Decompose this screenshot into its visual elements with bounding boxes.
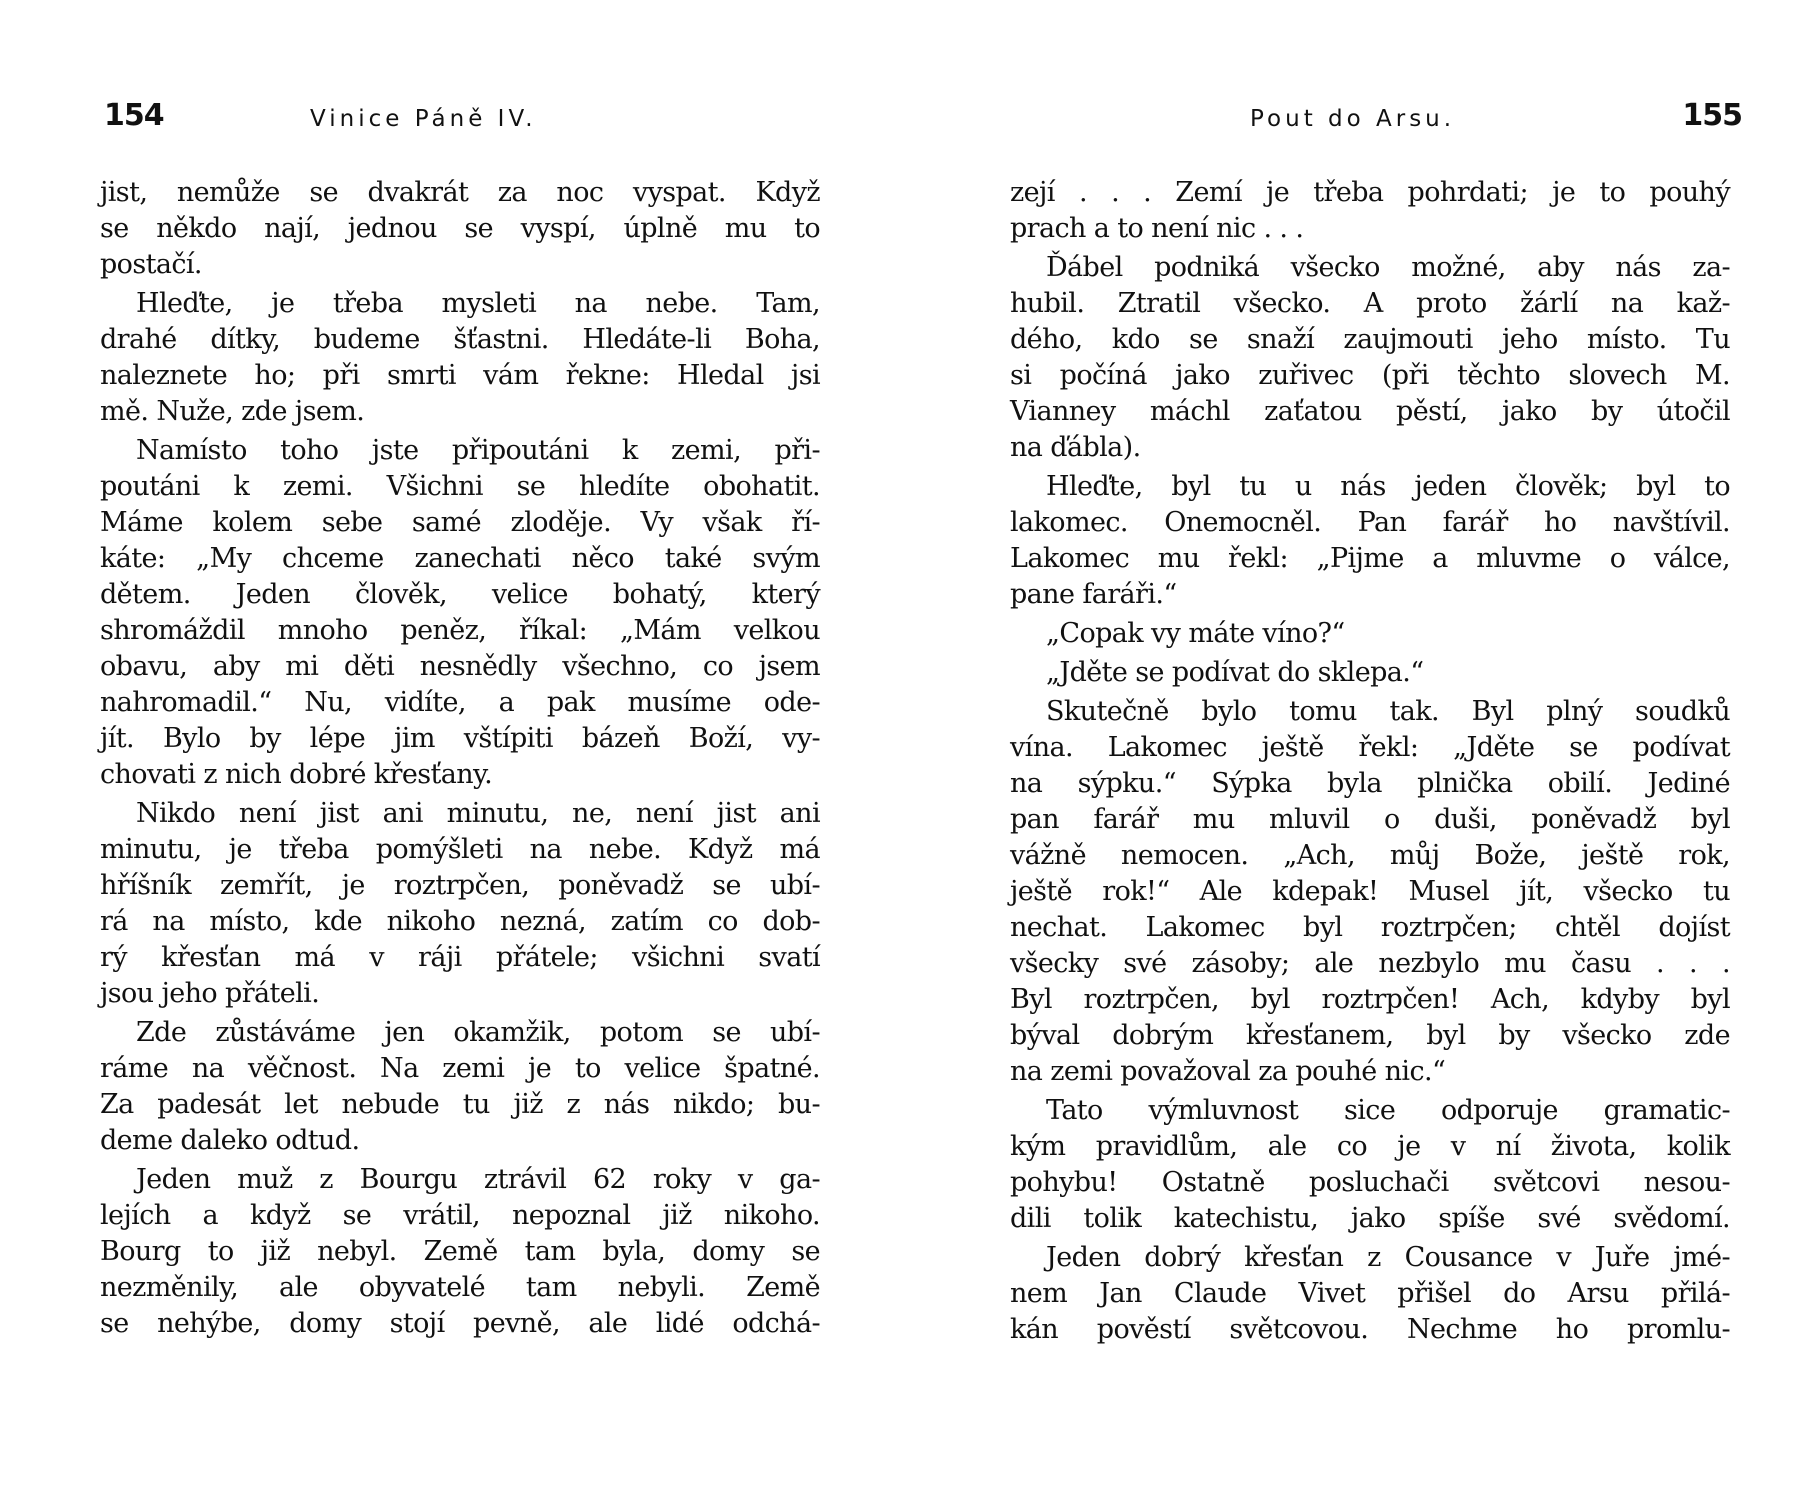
text-line: nem Jan Claude Vivet přišel do Arsu přilá- [1010,1278,1730,1309]
text-line: „Copak vy máte víno?“ [1046,618,1345,649]
right-running-title: Pout do Arsu. [1250,106,1456,132]
text-line: pane faráři.“ [1010,579,1177,610]
text-line: dili tolik katechistu, jako spíše své svědomí. [1010,1203,1730,1234]
text-line: drahé dítky, budeme šťastni. Hledáte-li Boha, [100,324,820,355]
text-line: nezměnily, ale obyvatelé tam nebyli. Země [100,1272,820,1303]
text-line: Hleďte, byl tu u nás jeden člověk; byl to [1046,471,1730,502]
text-line: ráme na věčnost. Na zemi je to velice špatné. [100,1053,820,1084]
text-line: se nehýbe, domy stojí pevně, ale lidé odchá- [100,1308,820,1339]
text-line: Namísto toho jste připoutáni k zemi, při- [136,435,820,466]
text-line: Lakomec mu řekl: „Pijme a mluvme o válce, [1010,543,1730,574]
text-line: vína. Lakomec ještě řekl: „Jděte se podívat [1010,732,1730,763]
text-line: deme daleko odtud. [100,1125,360,1156]
text-line: Jeden muž z Bourgu ztrávil 62 roky v ga- [136,1164,820,1195]
text-line: dětem. Jeden člověk, velice bohatý, který [100,579,820,610]
text-line: rý křesťan má v ráji přátele; všichni svatí [100,942,820,973]
text-line: si počíná jako zuřivec (při těchto slovech M. [1010,360,1730,391]
text-line: hubil. Ztratil všecko. A proto žárlí na kaž- [1010,288,1730,319]
text-line: poutáni k zemi. Všichni se hledíte obohatit. [100,471,820,502]
text-line: nahromadil.“ Nu, vidíte, a pak musíme ode- [100,687,820,718]
text-line: se někdo nají, jednou se vyspí, úplně mu to [100,213,820,244]
left-page-text [100,175,820,1342]
text-line: prach a to není nic . . . [1010,213,1304,244]
left-page-number: 154 [104,98,164,133]
text-line: lejích a když se vrátil, nepoznal již nikoho. [100,1200,820,1231]
left-running-title: Vinice Páně IV. [310,106,537,132]
text-line: jsou jeho přáteli. [100,978,320,1009]
text-line: na ďábla). [1010,432,1141,463]
text-line: Vianney máchl zaťatou pěstí, jako by útočil [1010,396,1730,427]
text-line: Tato výmluvnost sice odporuje gramatic- [1046,1095,1730,1126]
text-line: jist, nemůže se dvakrát za noc vyspat. Když [100,177,820,208]
text-line: pan farář mu mluvil o duši, poněvadž byl [1010,804,1730,835]
left-page [100,0,820,1500]
text-line: všecky své zásoby; ale nezbylo mu času . . . [1010,948,1730,979]
text-line: nechat. Lakomec byl roztrpčen; chtěl dojíst [1010,912,1730,943]
text-line: jít. Bylo by lépe jim vštípiti bázeň Boží, vy- [100,723,820,754]
text-line: lakomec. Onemocněl. Pan farář ho navštívil. [1010,507,1730,538]
text-line: ještě rok!“ Ale kdepak! Musel jít, všecko tu [1010,876,1730,907]
text-line: vážně nemocen. „Ach, můj Bože, ještě rok, [1010,840,1730,871]
text-line: na sýpku.“ Sýpka byla plnička obilí. Jediné [1010,768,1730,799]
text-line: Bourg to již nebyl. Země tam byla, domy se [100,1236,820,1267]
text-line: „Jděte se podívat do sklepa.“ [1046,657,1424,688]
text-line: zejí . . . Zemí je třeba pohrdati; je to pouhý [1010,177,1730,208]
text-line: káte: „My chceme zanechati něco také svým [100,543,820,574]
text-line: minutu, je třeba pomýšleti na nebe. Když má [100,834,820,865]
text-line: Byl roztrpčen, byl roztrpčen! Ach, kdyby byl [1010,984,1730,1015]
right-page-text [1010,175,1730,1348]
right-page-header [1010,98,1742,142]
text-line: Máme kolem sebe samé zloděje. Vy však ří- [100,507,820,538]
text-line: na zemi považoval za pouhé nic.“ [1010,1056,1446,1087]
text-line: rá na místo, kde nikoho nezná, zatím co dob- [100,906,820,937]
left-page-header [100,98,820,142]
text-line: kým pravidlům, ale co je v ní života, kolik [1010,1131,1730,1162]
text-line: hříšník zemřít, je roztrpčen, poněvadž se ubí- [100,870,820,901]
text-line: Nikdo není jist ani minutu, ne, není jist ani [136,798,820,829]
text-line: býval dobrým křesťanem, byl by všecko zde [1010,1020,1730,1051]
text-line: shromáždil mnoho peněz, říkal: „Mám velkou [100,615,820,646]
text-line: Ďábel podniká všecko možné, aby nás za- [1046,252,1730,283]
text-line: obavu, aby mi děti nesnědly všechno, co jsem [100,651,820,682]
text-line: chovati z nich dobré křesťany. [100,759,493,790]
text-line: dého, kdo se snaží zaujmouti jeho místo. Tu [1010,324,1730,355]
text-line: Skutečně bylo tomu tak. Byl plný soudků [1046,696,1730,727]
text-line: pohybu! Ostatně posluchači světcovi nesou- [1010,1167,1730,1198]
text-line: Hleďte, je třeba mysleti na nebe. Tam, [136,288,820,319]
text-line: postačí. [100,249,202,280]
text-line: Jeden dobrý křesťan z Cousance v Juře jmé- [1046,1242,1730,1273]
text-line: Zde zůstáváme jen okamžik, potom se ubí- [136,1017,820,1048]
right-page-number: 155 [1682,98,1742,133]
text-line: naleznete ho; při smrti vám řekne: Hledal jsi [100,360,820,391]
text-line: mě. Nuže, zde jsem. [100,396,365,427]
text-line: kán pověstí světcovou. Nechme ho promlu- [1010,1314,1730,1345]
right-page [1010,0,1742,1500]
text-line: Za padesát let nebude tu již z nás nikdo; bu- [100,1089,820,1120]
